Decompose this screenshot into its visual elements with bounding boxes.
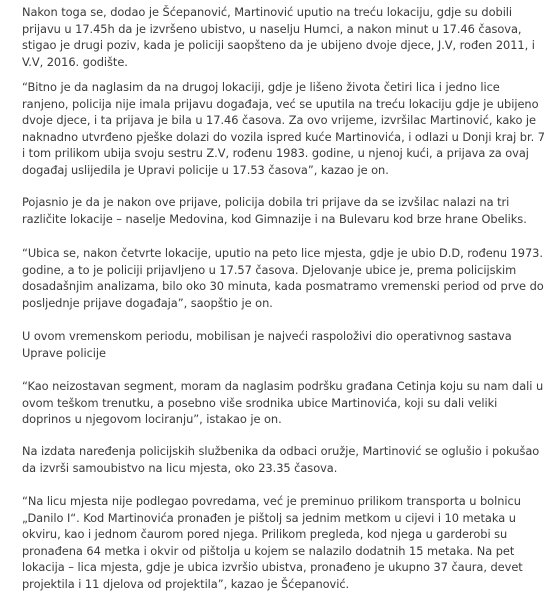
article-paragraph: Nakon toga se, dodao je Šćepanović, Martinović uputio na treću lokaciju, gdje su dobili prijavu u 17.45h da je izvršeno ubistvo, u naselju Humci, a nakon minut u 17.46 časova, stigao je drugi poziv, kada je policiji saopšteno da je ubijeno dvoje djece, J.V, rođen 2011, i V.V, 2016. godište.: [22, 5, 535, 69]
article-paragraph: U ovom vremenskom periodu, mobilisan je najveći raspoloživi dio operativnog sastava Uprave policije: [22, 329, 512, 360]
article-paragraph: “Kao neizostavan segment, moram da naglasim podršku građana Cetinja koju su nam dali u ovom teškom trenutku, a posebno više srodnika ubice Martinovića, koji su dali veliki doprinos u njegovom lociranju”, istakao je on.: [22, 379, 544, 426]
article-paragraph: “Bitno je da naglasim da na drugoj lokaciji, gdje je lišeno života četiri lica i jedno lice ranjeno, policija nije imala prijavu događaja, već se uputila na treću lokaciju gdje je ubijeno dvoje djece, i ta prijava je bila u 17.46 časova. Za ovo vrijeme, izvršilac Martinović, kako je naknadno utvrđeno pješke dolazi do vozila ispred kuće Martinovića, i odlazi u Donji kraj br. 7 i tom prilikom ubija svoju sestru Z.V, rođenu 1983. godine, u njenoj kući, a prijava za ovaj događaj uslijedila je Upravi policije u 17.53 časova”, kazao je on.: [22, 80, 545, 177]
article-paragraph: “Ubica se, nakon četvrte lokacije, uputio na peto lice mjesta, gdje je ubio D.D, rođenu 1973. godine, a to je policiji prijavljeno u 17.57 časova. Djelovanje ubice je, prema policijskim dosadašnjim analizama, bilo oko 30 minuta, kada posmatramo vremenski period od prve do posljednje prijave događaja”, saopštio je on.: [22, 246, 544, 310]
article-paragraph: Na izdata naređenja policijskih službenika da odbaci oružje, Martinović se oglušio i pokušao da izvrši samoubistvo na licu mjesta, oko 23.35 časova.: [22, 444, 540, 475]
article-paragraph: Pojasnio je da je nakon ove prijave, policija dobila tri prijave da se izvšilac nalazi na tri različite lokacije – naselje Medovina, kod Gimnazije i na Bulevaru kod brze hrane Obeliks.: [22, 195, 527, 226]
article-paragraph: “Na licu mjesta nije podlegao povredama, već je preminuo prilikom transporta u bolnicu „Danilo I“. Kod Martinovića pronađen je pištolj sa jednim metkom u cijevi i 10 metaka u okviru, kao i jednom čaurom pored njega. Prilikom pregleda, kod njega u garderobi su pronađena 64 metka i okvir od pištolja u kojem se nalazilo dodatnih 15 metaka. Na pet lokacija – lica mjesta, gdje je ubica izvršio ubistva, pronađeno je ukupno 37 čaura, devet projektila i 11 djelova od projektila”, kazao je Šćepanović.: [22, 494, 523, 591]
